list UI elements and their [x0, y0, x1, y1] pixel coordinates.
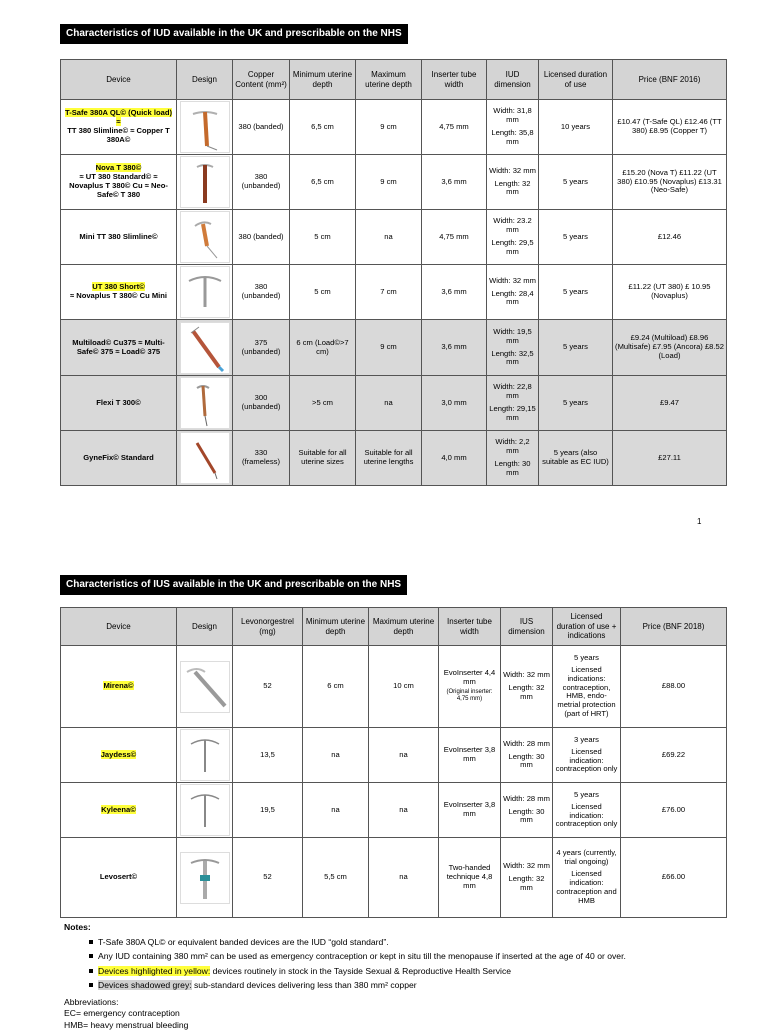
price-cell: £27.11	[613, 431, 727, 486]
flexi-t-icon	[180, 377, 230, 429]
note-text: Any IUD containing 380 mm² can be used as emergency contraception or kept in situ till the menopause if inserted at the age of 40 or over.	[98, 951, 626, 961]
max-depth-cell: 10 cm	[369, 646, 439, 728]
price-cell: £11.22 (UT 380) £ 10.95 (Novaplus)	[613, 265, 727, 320]
device-name-cell	[61, 320, 177, 376]
note-highlight-yellow: Devices highlighted in yellow:	[98, 966, 210, 976]
max-depth-cell: na	[369, 838, 439, 918]
device-name-cell	[61, 210, 177, 265]
column-header: Design	[177, 608, 233, 646]
device-name-cell	[61, 728, 177, 783]
duration-cell: 5 years	[539, 155, 613, 210]
price-cell: £15.20 (Nova T) £11.22 (UT 380) £10.95 (Novaplus) £13.31 (Neo-Safe)	[613, 155, 727, 210]
ius-table	[60, 607, 727, 918]
notes-list	[64, 935, 754, 993]
note-highlight-grey: Devices shadowed grey:	[98, 980, 192, 990]
dimension-cell	[501, 783, 553, 838]
dimension-length: Length: 28,4 mm	[489, 290, 536, 308]
inserter-width: EvoInserter 3,8 mm	[441, 746, 498, 764]
inserter-width-cell	[439, 783, 501, 838]
min-depth-cell: na	[303, 728, 369, 783]
device-name-highlighted: UT 380 Short©	[92, 282, 144, 291]
device-name-cell	[61, 646, 177, 728]
design-cell	[177, 431, 233, 486]
dimension-width: Width: 23.2 mm	[489, 217, 536, 235]
inserter-width-cell: 3,6 mm	[422, 155, 487, 210]
note-text: T-Safe 380A QL© or equivalent banded devices are the IUD “gold standard”.	[98, 937, 389, 947]
table-row	[61, 783, 727, 838]
indication: Licensed indication: contraception only	[555, 803, 618, 830]
iud-table	[60, 59, 727, 486]
design-cell	[177, 265, 233, 320]
min-depth-cell: na	[303, 783, 369, 838]
dimension-length: Length: 32 mm	[503, 875, 550, 893]
inserter-width-cell: 3,6 mm	[422, 320, 487, 376]
price-cell: £9.24 (Multiload) £8.96 (Multisafe) £7.95 (Ancora) £8.52 (Load)	[613, 320, 727, 376]
copper-content-cell: 375 (unbanded)	[233, 320, 290, 376]
duration: 5 years	[555, 791, 618, 800]
levonorgestrel-cell: 52	[233, 646, 303, 728]
dimension-width: Width: 32 mm	[489, 167, 536, 176]
note-item	[98, 935, 754, 950]
min-depth-cell: >5 cm	[290, 376, 356, 431]
device-name-highlighted: Nova T 380©	[96, 163, 142, 172]
table-row	[61, 320, 727, 376]
min-depth-cell: 6,5 cm	[290, 100, 356, 155]
device-name-cell	[61, 155, 177, 210]
device-name-highlighted: Kyleena©	[101, 805, 136, 814]
duration-cell: 5 years	[539, 265, 613, 320]
device-name-cell	[61, 838, 177, 918]
column-header: Copper Content (mm²)	[233, 60, 290, 100]
indication: Licensed indications: contraception, HMB, endo-metrial protection (part of HRT)	[555, 666, 618, 720]
design-cell	[177, 100, 233, 155]
column-header: Device	[61, 608, 177, 646]
design-cell	[177, 646, 233, 728]
min-depth-cell: 5,5 cm	[303, 838, 369, 918]
note-item	[98, 978, 754, 993]
max-depth-cell: 9 cm	[356, 155, 422, 210]
max-depth-cell: na	[369, 728, 439, 783]
column-header: Design	[177, 60, 233, 100]
column-header: Minimum uterine depth	[290, 60, 356, 100]
design-cell	[177, 210, 233, 265]
column-header: Inserter tube width	[439, 608, 501, 646]
max-depth-cell: Suitable for all uterine lengths	[356, 431, 422, 486]
design-cell	[177, 838, 233, 918]
table-row	[61, 100, 727, 155]
dimension-width: Width: 22,8 mm	[489, 383, 536, 401]
column-header: Inserter tube width	[422, 60, 487, 100]
indication: Licensed indication: contraception and HMB	[555, 870, 618, 906]
mirena-icon	[180, 661, 230, 713]
dimension-cell	[487, 155, 539, 210]
inserter-width-cell	[439, 728, 501, 783]
design-cell	[177, 728, 233, 783]
inserter-width-cell: 4,0 mm	[422, 431, 487, 486]
dimension-length: Length: 35,8 mm	[489, 129, 536, 147]
design-cell	[177, 376, 233, 431]
copper-content-cell: 330 (frameless)	[233, 431, 290, 486]
table-row	[61, 376, 727, 431]
dimension-width: Width: 19,5 mm	[489, 328, 536, 346]
note-item	[98, 964, 754, 979]
levonorgestrel-cell: 19,5	[233, 783, 303, 838]
price-cell: £66.00	[621, 838, 727, 918]
device-name-highlighted: Jaydess©	[101, 750, 137, 759]
min-depth-cell: 6 cm	[303, 646, 369, 728]
inserter-width: Two-handed technique 4,8 mm	[441, 864, 498, 891]
note-text: sub-standard devices delivering less than 380 mm² copper	[192, 980, 417, 990]
duration-cell	[553, 728, 621, 783]
table-row	[61, 646, 727, 728]
copper-content-cell: 300 (unbanded)	[233, 376, 290, 431]
kyleena-icon	[180, 784, 230, 836]
duration-cell: 5 years	[539, 376, 613, 431]
dimension-cell	[501, 728, 553, 783]
device-name: Mini TT 380 Slimline©	[79, 232, 157, 241]
inserter-width-cell: 3,0 mm	[422, 376, 487, 431]
max-depth-cell: 9 cm	[356, 320, 422, 376]
design-cell	[177, 783, 233, 838]
dimension-cell	[487, 265, 539, 320]
price-cell: £88.00	[621, 646, 727, 728]
dimension-width: Width: 32 mm	[503, 862, 550, 871]
dimension-cell	[501, 646, 553, 728]
dimension-width: Width: 32 mm	[503, 671, 550, 680]
iud-section-title: Characteristics of IUD available in the UK and prescribable on the NHS	[60, 24, 408, 44]
duration-cell	[553, 783, 621, 838]
dimension-length: Length: 29,15 mm	[489, 405, 536, 423]
inserter-width-cell: 3,6 mm	[422, 265, 487, 320]
column-header: Maximum uterine depth	[356, 60, 422, 100]
copper-content-cell: 380 (banded)	[233, 100, 290, 155]
abbreviation-hmb: HMB= heavy menstrual bleeding	[64, 1020, 754, 1031]
inserter-width-cell: 4,75 mm	[422, 100, 487, 155]
max-depth-cell: 7 cm	[356, 265, 422, 320]
dimension-width: Width: 28 mm	[503, 740, 550, 749]
duration: 3 years	[555, 736, 618, 745]
inserter-width: EvoInserter 4,4 mm	[441, 669, 498, 687]
ut-short-icon	[180, 266, 230, 318]
device-name: GyneFix© Standard	[83, 453, 154, 462]
max-depth-cell: na	[369, 783, 439, 838]
multiload-icon	[180, 322, 230, 374]
levosert-icon	[180, 852, 230, 904]
dimension-length: Length: 30 mm	[489, 460, 536, 478]
dimension-width: Width: 31,8 mm	[489, 107, 536, 125]
column-header: Licensed duration of use + indications	[553, 608, 621, 646]
device-name: TT 380 Slimline© ≈ Copper T 380A©	[67, 126, 170, 144]
dimension-cell	[487, 376, 539, 431]
device-name: ≈ Novaplus T 380© Cu Mini	[70, 291, 167, 300]
dimension-cell	[487, 431, 539, 486]
dimension-width: Width: 28 mm	[503, 795, 550, 804]
price-cell: £69.22	[621, 728, 727, 783]
dimension-cell	[487, 210, 539, 265]
column-header: Maximum uterine depth	[369, 608, 439, 646]
price-cell: £10.47 (T-Safe QL) £12.46 (TT 380) £8.95 (Copper T)	[613, 100, 727, 155]
mini-tt-icon	[180, 211, 230, 263]
copper-t-icon	[180, 101, 230, 153]
nova-t-icon	[180, 156, 230, 208]
duration-cell: 5 years (also suitable as EC IUD)	[539, 431, 613, 486]
dimension-length: Length: 30 mm	[503, 753, 550, 771]
duration-cell: 5 years	[539, 320, 613, 376]
jaydess-icon	[180, 729, 230, 781]
notes-section	[64, 920, 754, 1031]
dimension-length: Length: 30 mm	[503, 808, 550, 826]
device-name-highlighted: T-Safe 380A QL© (Quick load) ≈	[65, 108, 172, 126]
price-cell: £76.00	[621, 783, 727, 838]
inserter-width-cell	[439, 646, 501, 728]
dimension-width: Width: 2,2 mm	[489, 438, 536, 456]
abbreviations	[64, 997, 754, 1031]
design-cell	[177, 155, 233, 210]
dimension-width: Width: 32 mm	[489, 277, 536, 286]
indication: Licensed indication: contraception only	[555, 748, 618, 775]
min-depth-cell: Suitable for all uterine sizes	[290, 431, 356, 486]
inserter-width-cell: 4,75 mm	[422, 210, 487, 265]
copper-content-cell: 380 (banded)	[233, 210, 290, 265]
price-cell: £12.46	[613, 210, 727, 265]
abbreviation-ec: EC= emergency contraception	[64, 1008, 754, 1020]
design-cell	[177, 320, 233, 376]
ius-section-title: Characteristics of IUS available in the UK and prescribable on the NHS	[60, 575, 407, 595]
notes-heading: Notes:	[64, 920, 754, 935]
device-name-cell	[61, 431, 177, 486]
column-header: IUS dimension	[501, 608, 553, 646]
duration: 4 years (currently, trial ongoing)	[555, 849, 618, 867]
inserter-note: (Original inserter: 4,75 mm)	[441, 689, 498, 703]
duration-cell: 5 years	[539, 210, 613, 265]
levonorgestrel-cell: 52	[233, 838, 303, 918]
device-name-highlighted: Mirena©	[103, 681, 133, 690]
device-name: Multiload© Cu375 ≈ Multi-Safe© 375 ≈ Load© 375	[72, 338, 164, 356]
min-depth-cell: 5 cm	[290, 265, 356, 320]
duration-cell	[553, 838, 621, 918]
note-item	[98, 949, 754, 964]
device-name: ≈ UT 380 Standard© ≈ Novaplus T 380© Cu ≈ Neo-Safe© T 380	[69, 172, 168, 199]
column-header: Price (BNF 2018)	[621, 608, 727, 646]
gynefix-icon	[180, 432, 230, 484]
device-name: Levosert©	[100, 872, 137, 881]
inserter-width: EvoInserter 3,8 mm	[441, 801, 498, 819]
table-row	[61, 431, 727, 486]
duration-cell: 10 years	[539, 100, 613, 155]
column-header: Minimum uterine depth	[303, 608, 369, 646]
note-text: devices routinely in stock in the Tayside Sexual & Reproductive Health Service	[210, 966, 511, 976]
device-name-cell	[61, 783, 177, 838]
table-row	[61, 838, 727, 918]
min-depth-cell: 5 cm	[290, 210, 356, 265]
column-header: Price (BNF 2016)	[613, 60, 727, 100]
dimension-cell	[487, 320, 539, 376]
table-row	[61, 728, 727, 783]
copper-content-cell: 380 (unbanded)	[233, 155, 290, 210]
copper-content-cell: 380 (unbanded)	[233, 265, 290, 320]
column-header: Licensed duration of use	[539, 60, 613, 100]
dimension-cell	[501, 838, 553, 918]
table-row	[61, 210, 727, 265]
inserter-width-cell	[439, 838, 501, 918]
device-name-cell	[61, 265, 177, 320]
duration-cell	[553, 646, 621, 728]
device-name-cell	[61, 376, 177, 431]
dimension-length: Length: 29,5 mm	[489, 239, 536, 257]
column-header: Levonorgestrel (mg)	[233, 608, 303, 646]
dimension-length: Length: 32,5 mm	[489, 350, 536, 368]
min-depth-cell: 6,5 cm	[290, 155, 356, 210]
dimension-cell	[487, 100, 539, 155]
column-header: Device	[61, 60, 177, 100]
abbreviations-heading: Abbreviations:	[64, 997, 754, 1009]
dimension-length: Length: 32 mm	[489, 180, 536, 198]
duration: 5 years	[555, 654, 618, 663]
table-row	[61, 265, 727, 320]
table-row	[61, 155, 727, 210]
min-depth-cell: 6 cm (Load©>7 cm)	[290, 320, 356, 376]
levonorgestrel-cell: 13,5	[233, 728, 303, 783]
dimension-length: Length: 32 mm	[503, 684, 550, 702]
device-name: Flexi T 300©	[96, 398, 140, 407]
max-depth-cell: na	[356, 210, 422, 265]
device-name-cell	[61, 100, 177, 155]
column-header: IUD dimension	[487, 60, 539, 100]
price-cell: £9.47	[613, 376, 727, 431]
page-number: 1	[697, 517, 701, 526]
max-depth-cell: 9 cm	[356, 100, 422, 155]
max-depth-cell: na	[356, 376, 422, 431]
